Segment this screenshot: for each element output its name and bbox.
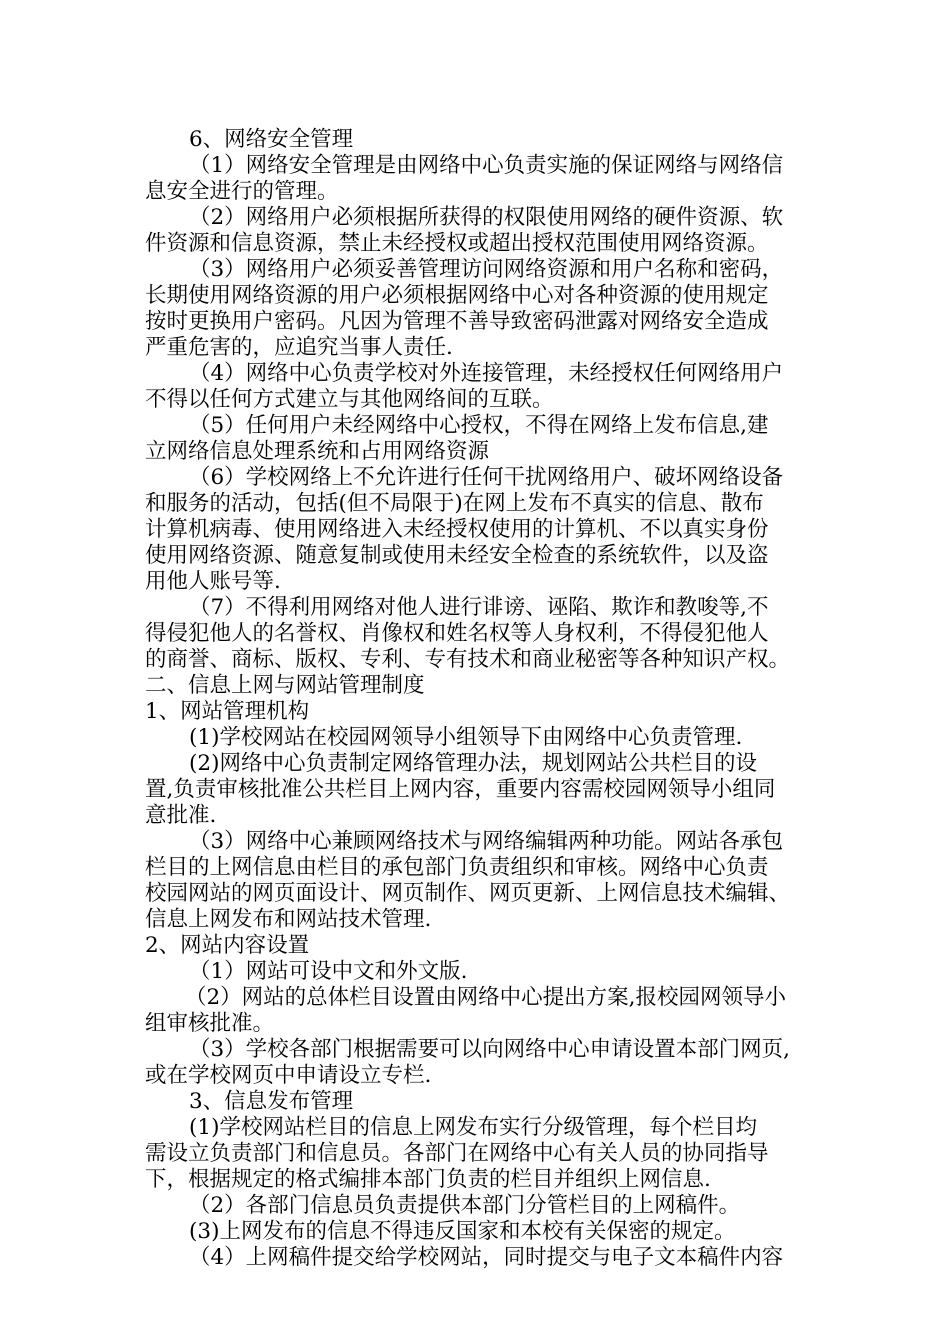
paragraph-line: 意批准. <box>145 803 217 828</box>
paragraph-line: 信息上网发布和网站技术管理. <box>145 907 432 932</box>
paragraph-line: 或在学校网页中申请设立专栏. <box>145 1063 432 1088</box>
paragraph-line: （6）学校网络上不允许进行任何干扰网络用户、破坏网络设备 <box>189 465 784 490</box>
section-heading: 二、信息上网与网站管理制度 <box>145 673 425 698</box>
paragraph-line: 和服务的活动，包括(但不局限于)在网上发布不真实的信息、散布 <box>145 491 764 516</box>
paragraph-line: （3）学校各部门根据需要可以向网络中心申请设置本部门网页, <box>189 1037 791 1062</box>
paragraph-line: 用他人账号等. <box>145 569 281 594</box>
paragraph-line: （2）网站的总体栏目设置由网络中心提出方案,报校园网领导小 <box>185 985 787 1010</box>
paragraph-line: （4）网络中心负责学校对外连接管理，未经授权任何网络用户 <box>189 361 784 386</box>
paragraph-line: 按时更换用户密码。凡因为管理不善导致密码泄露对网络安全造成 <box>145 309 769 334</box>
paragraph-line: （3）网络用户必须妥善管理访问网络资源和用户名称和密码， <box>189 257 784 282</box>
paragraph-line: 栏目的上网信息由栏目的承包部门负责组织和审核。网络中心负责 <box>145 855 769 880</box>
paragraph-line: （1）网络安全管理是由网络中心负责实施的保证网络与网络信 <box>189 153 784 178</box>
paragraph-line: （3）网络中心兼顾网络技术与网络编辑两种功能。网站各承包 <box>189 829 784 854</box>
paragraph-line: 得侵犯他人的名誉权、肖像权和姓名权等人身权利，不得侵犯他人 <box>145 621 769 646</box>
paragraph-line: (2)网络中心负责制定网络管理办法，规划网站公共栏目的设 <box>189 751 757 776</box>
paragraph-line: 需设立负责部门和信息员。各部门在网络中心有关人员的协同指导 <box>145 1141 769 1166</box>
paragraph-line: 严重危害的，应追究当事人责任. <box>145 335 453 360</box>
paragraph-line: 计算机病毒、使用网络进入未经授权使用的计算机、不以真实身份 <box>145 517 769 542</box>
paragraph-line: 校园网站的网页面设计、网页制作、网页更新、上网信息技术编辑、 <box>145 881 791 906</box>
paragraph-line: 置,负责审核批准公共栏目上网内容，重要内容需校园网领导小组同 <box>145 777 776 802</box>
paragraph-line: 下，根据规定的格式编排本部门负责的栏目并组织上网信息. <box>145 1167 711 1192</box>
paragraph-line: 件资源和信息资源，禁止未经授权或超出授权范围使用网络资源。 <box>145 231 769 256</box>
paragraph-line: （7）不得利用网络对他人进行诽谤、诬陷、欺诈和教唆等,不 <box>189 595 769 620</box>
subsection-heading: 3、信息发布管理 <box>189 1089 354 1114</box>
section-heading: 6、网络安全管理 <box>189 127 354 152</box>
paragraph-line: 的商誉、商标、版权、专利、专有技术和商业秘密等各种知识产权。 <box>145 647 791 672</box>
paragraph-line: (1)学校网站在校园网领导小组领导下由网络中心负责管理. <box>189 725 743 750</box>
paragraph-line: （2）各部门信息员负责提供本部门分管栏目的上网稿件。 <box>189 1193 741 1218</box>
paragraph-line: 组审核批准。 <box>145 1011 275 1036</box>
paragraph-line: （2）网络用户必须根据所获得的权限使用网络的硬件资源、软 <box>189 205 784 230</box>
paragraph-line: (3)上网发布的信息不得违反国家和本校有关保密的规定。 <box>189 1219 736 1244</box>
paragraph-line: （5）任何用户未经网络中心授权，不得在网络上发布信息,建 <box>189 413 769 438</box>
paragraph-line: 不得以任何方式建立与其他网络间的互联。 <box>145 387 554 412</box>
paragraph-line: 长期使用网络资源的用户必须根据网络中心对各种资源的使用规定 <box>145 283 769 308</box>
paragraph-line: （1）网站可设中文和外文版. <box>189 959 468 984</box>
paragraph-line: （4）上网稿件提交给学校网站，同时提交与电子文本稿件内容 <box>189 1245 784 1270</box>
subsection-heading: 2、网站内容设置 <box>145 933 310 958</box>
subsection-heading: 1、网站管理机构 <box>145 699 310 724</box>
paragraph-line: 使用网络资源、随意复制或使用未经安全检查的系统软件，以及盗 <box>145 543 769 568</box>
paragraph-line: 息安全进行的管理。 <box>145 179 339 204</box>
paragraph-line: (1)学校网站栏目的信息上网发布实行分级管理，每个栏目均 <box>189 1115 757 1140</box>
paragraph-line: 立网络信息处理系统和占用网络资源 <box>145 439 490 464</box>
